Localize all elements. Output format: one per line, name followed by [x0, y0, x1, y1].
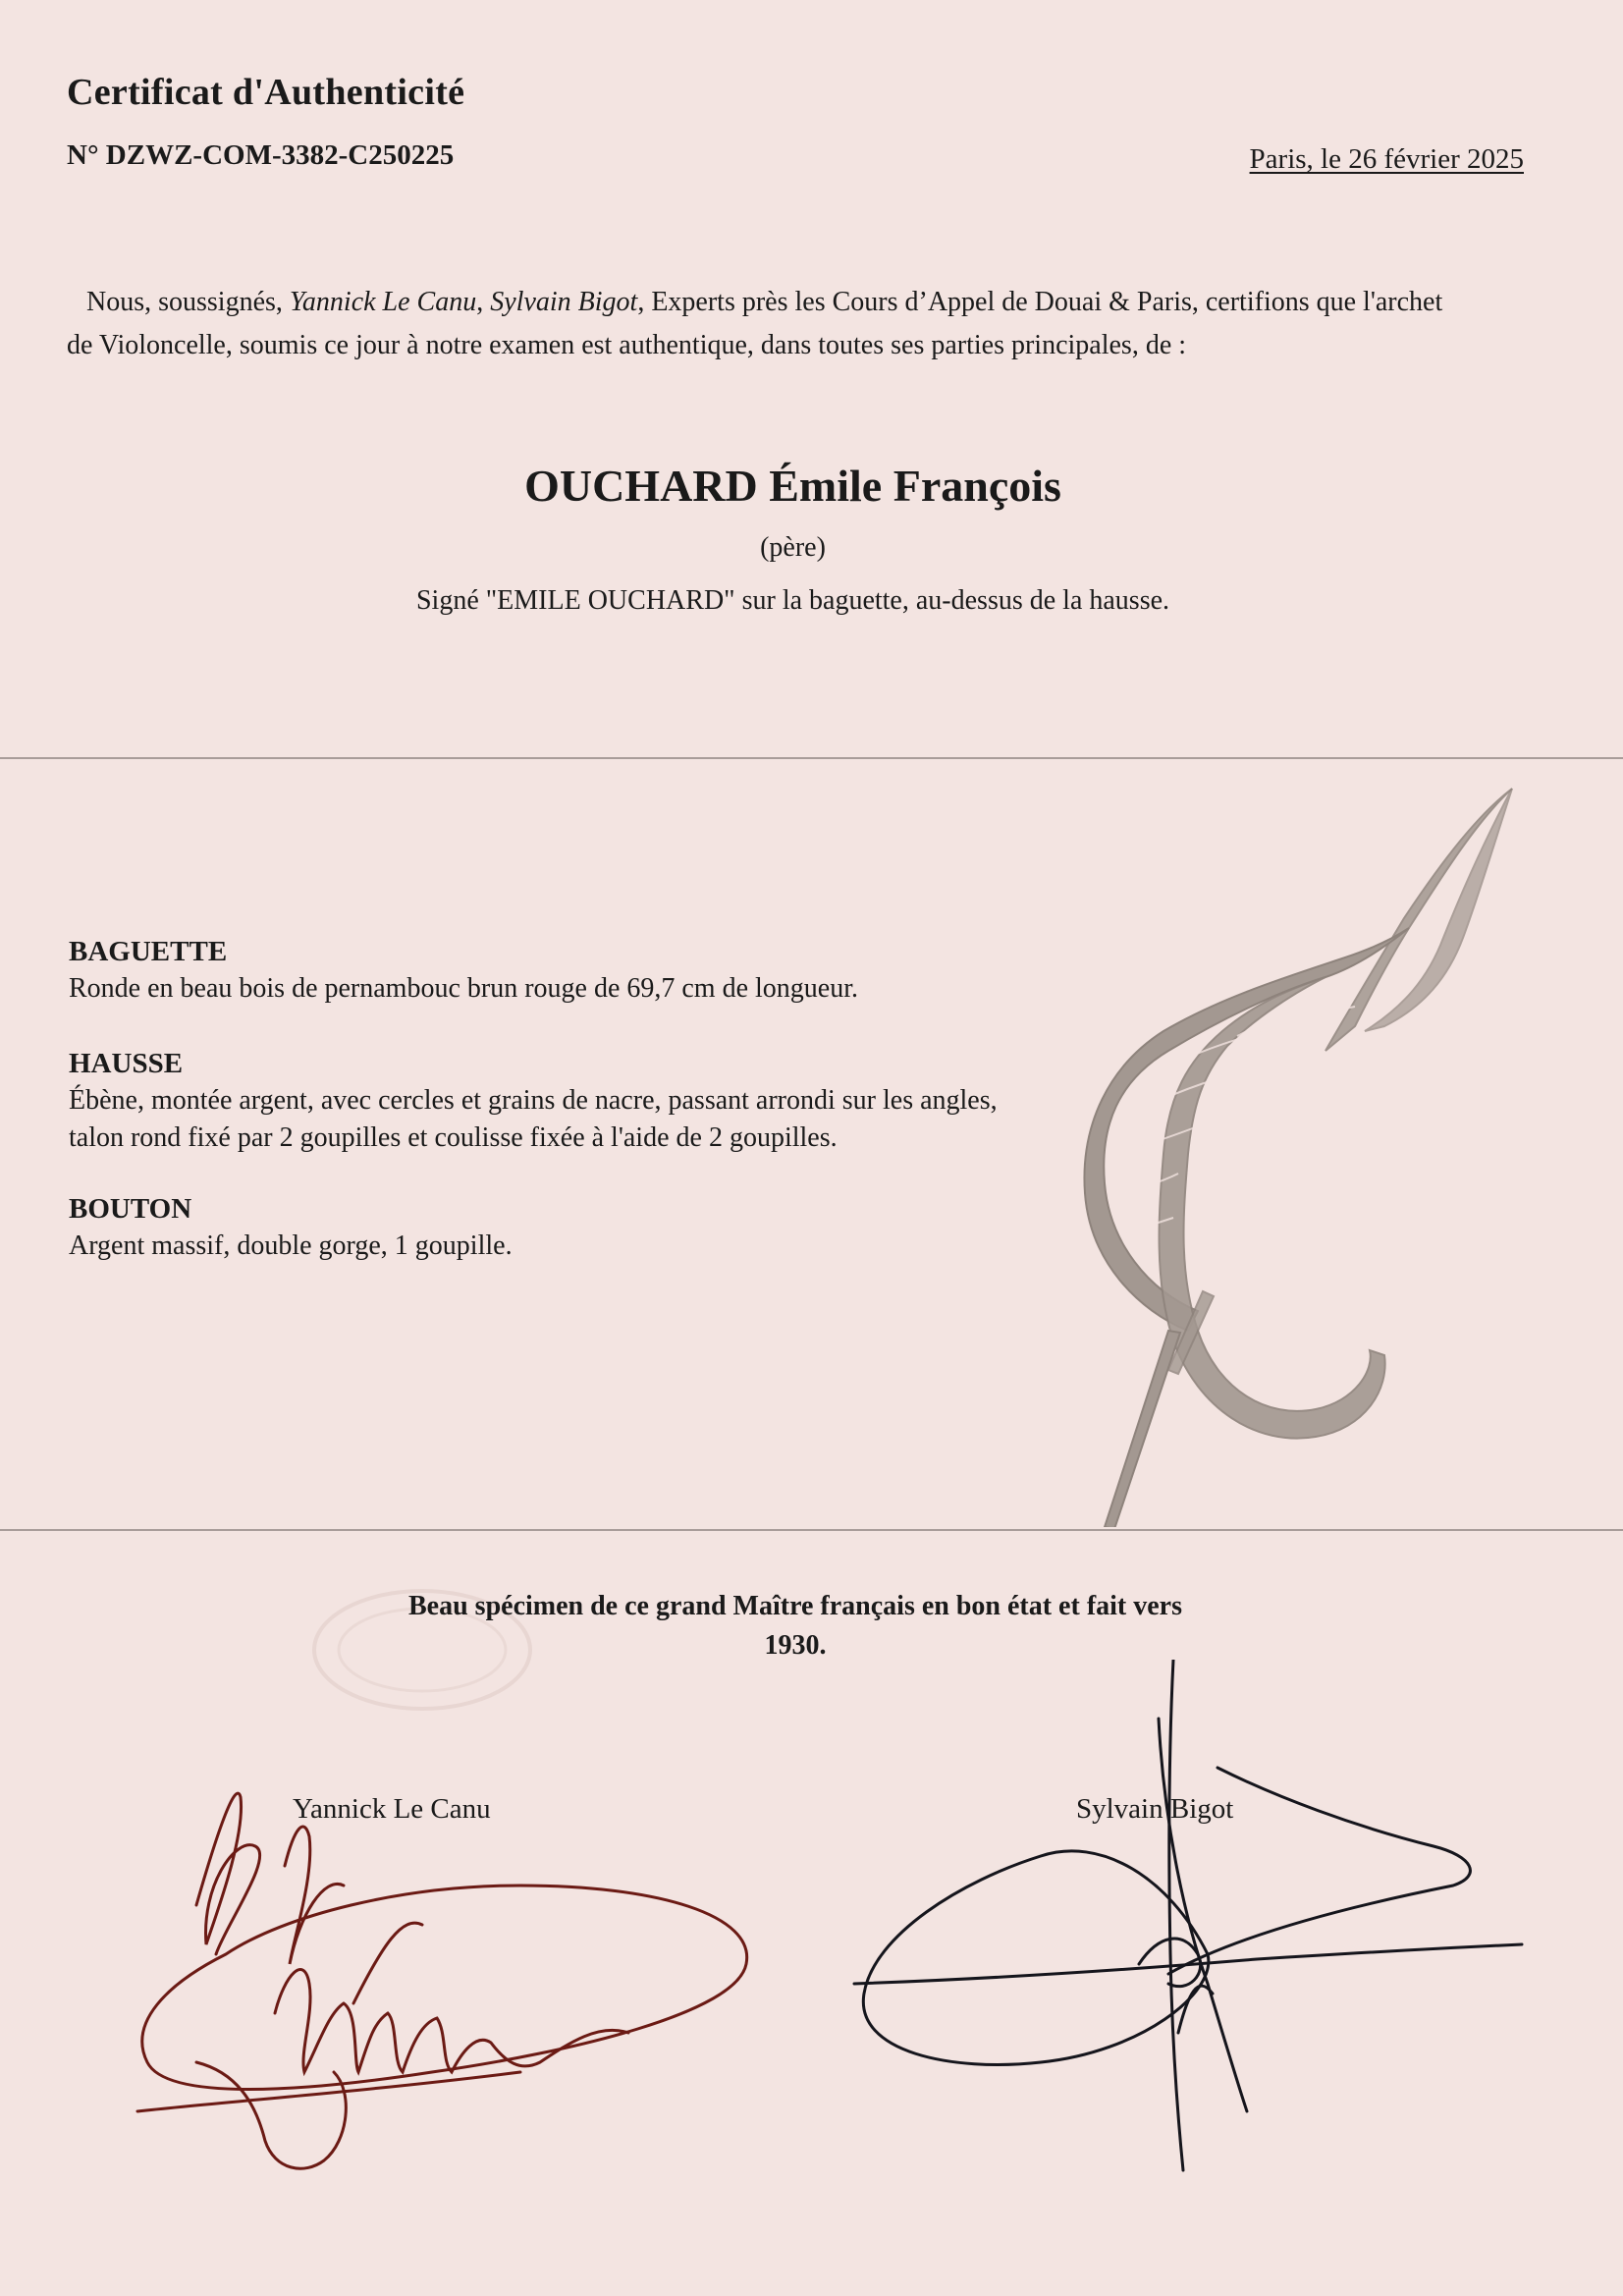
section-bouton — [69, 1190, 1031, 1265]
section-text: Ronde en beau bois de pernambouc brun rouge de 69,7 cm de longueur. — [69, 973, 859, 1004]
bow-signature-note: Signé "EMILE OUCHARD" sur la baguette, au-dessus de la hausse. — [415, 585, 1170, 616]
section-text: Argent massif, double gorge, 1 goupille. — [69, 1230, 513, 1261]
signatory-left-name: Yannick Le Canu — [293, 1793, 491, 1825]
expert-1-name: Yannick Le Canu — [289, 287, 477, 317]
fold-line-top — [0, 757, 1623, 759]
closing-line-1: Beau spécimen de ce grand Maître français en bon état et fait vers — [408, 1591, 1182, 1621]
certificate-number: N° DZWZ-COM-3382-C250225 — [67, 139, 455, 171]
closing-line-2: 1930. — [764, 1630, 827, 1661]
intro-part1: Nous, soussignés, — [86, 287, 290, 317]
signatory-right-name: Sylvain Bigot — [1076, 1793, 1234, 1825]
intro-part2: , Experts près les Cours d’Appel de Douai & Paris, certifions que l'archet de Violoncelle, soumis ce jour à notre examen est authentique, dans toutes ses parties principales, de : — [67, 287, 1443, 360]
signature-right-icon — [844, 1660, 1532, 2190]
place-date: Paris, le 26 février 2025 — [1249, 143, 1524, 175]
fold-line-bottom — [0, 1529, 1623, 1531]
quill-emblem-icon — [1031, 781, 1522, 1527]
section-heading: BAGUETTE — [69, 936, 228, 967]
intro-paragraph — [67, 281, 1471, 367]
maker-qualifier: (père) — [760, 532, 826, 563]
signature-left-icon — [108, 1777, 776, 2190]
section-heading: BOUTON — [69, 1193, 192, 1225]
certificate-title: Certificat d'Authenticité — [67, 72, 465, 113]
maker-name: OUCHARD Émile François — [524, 461, 1061, 511]
section-baguette — [69, 933, 1031, 1008]
intro-separator: , — [476, 287, 491, 317]
closing-statement — [353, 1587, 1237, 1666]
section-heading: HAUSSE — [69, 1048, 184, 1079]
section-hausse — [69, 1045, 1031, 1157]
section-text: Ébène, montée argent, avec cercles et grains de nacre, passant arrondi sur les angles, talon rond fixé par 2 goupilles et coulisse fixée à l'aide de 2 goupilles. — [69, 1085, 998, 1153]
expert-2-name: Sylvain Bigot — [490, 287, 638, 317]
